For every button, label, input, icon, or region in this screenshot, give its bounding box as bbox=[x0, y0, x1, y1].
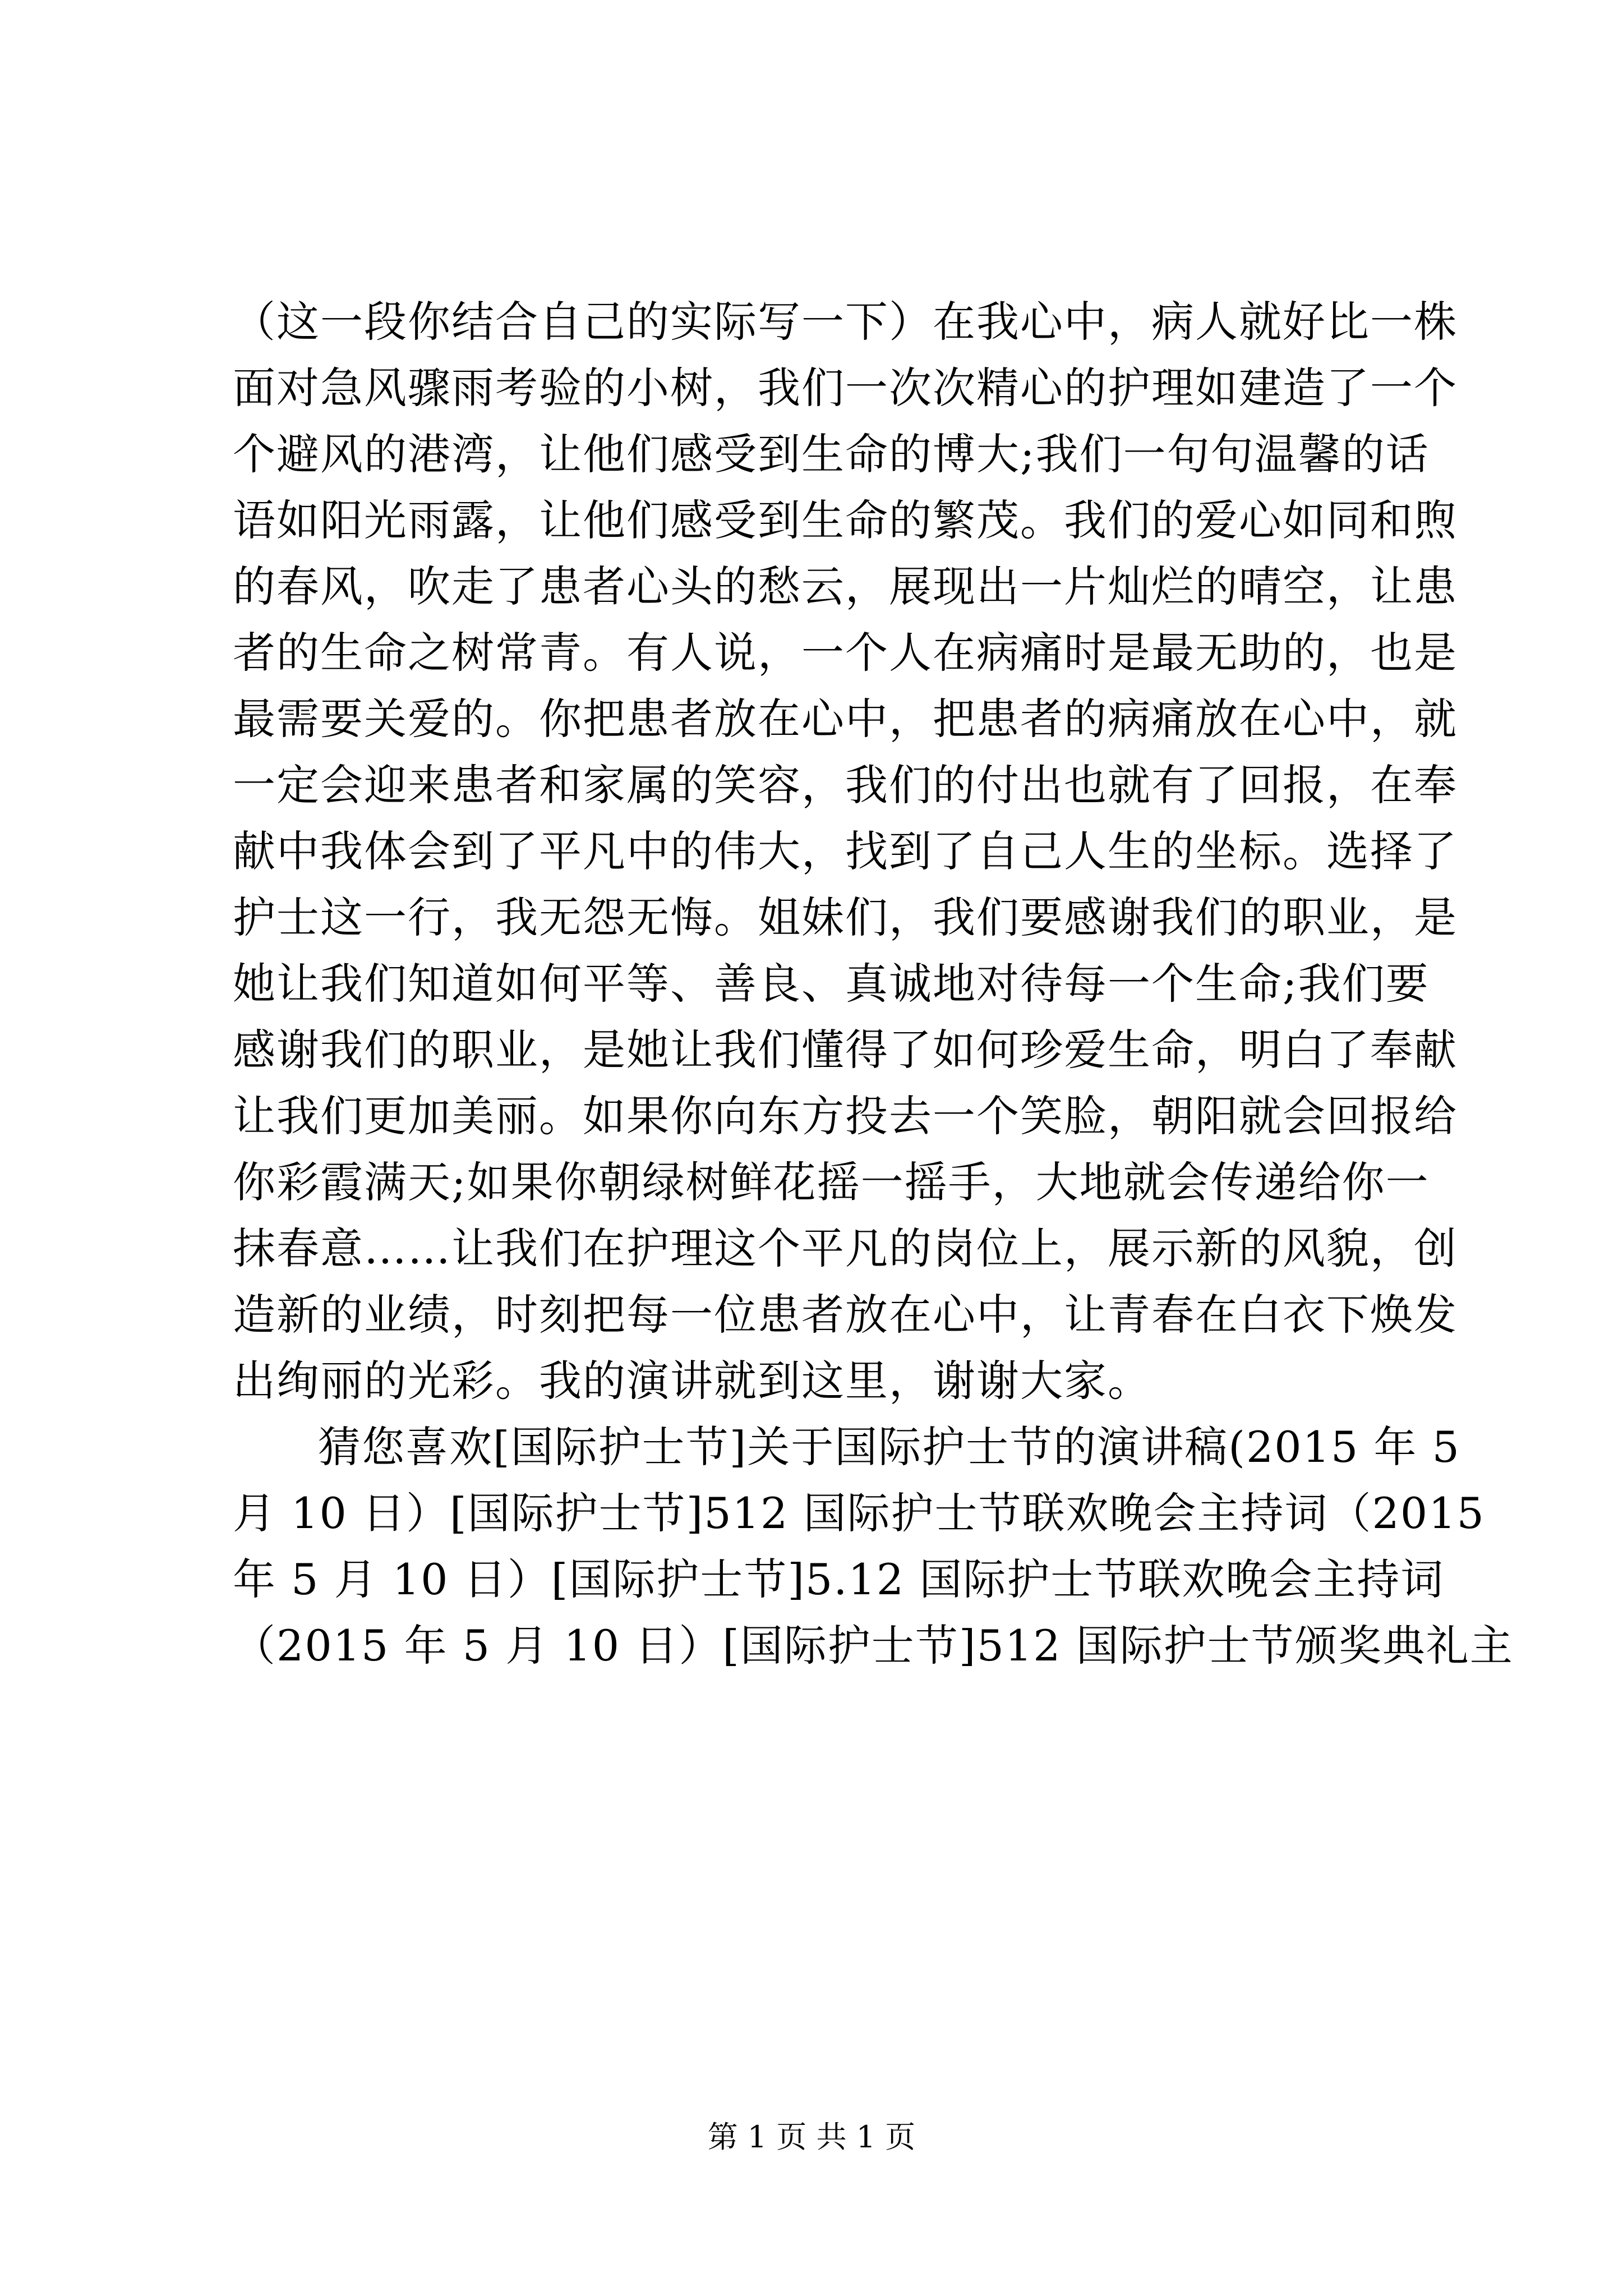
paragraph-2-line-2: 月 10 日）[国际护士节]512 国际护士节联欢晚会主持词（2015 bbox=[233, 1488, 1485, 1538]
paragraph-1-line-14: 你彩霞满天;如果你朝绿树鲜花摇一摇手，大地就会传递给你一 bbox=[233, 1157, 1430, 1207]
paragraph-2-line-3: 年 5 月 10 日）[国际护士节]5.12 国际护士节联欢晚会主持词 bbox=[233, 1554, 1445, 1604]
paragraph-2-line-4: （2015 年 5 月 10 日）[国际护士节]512 国际护士节颁奖典礼主 bbox=[233, 1621, 1514, 1671]
paragraph-1-line-16: 造新的业绩，时刻把每一位患者放在心中，让青春在白衣下焕发 bbox=[233, 1290, 1458, 1340]
paragraph-1-line-8: 一定会迎来患者和家属的笑容，我们的付出也就有了回报，在奉 bbox=[233, 760, 1458, 810]
paragraph-1-line-12: 感谢我们的职业，是她让我们懂得了如何珍爱生命，明白了奉献 bbox=[233, 1025, 1458, 1075]
paragraph-1-line-13: 让我们更加美丽。如果你向东方投去一个笑脸，朝阳就会回报给 bbox=[233, 1091, 1458, 1141]
paragraph-1-line-5: 的春风，吹走了患者心头的愁云，展现出一片灿烂的晴空，让患 bbox=[233, 562, 1458, 611]
paragraph-1-line-3: 个避风的港湾，让他们感受到生命的博大;我们一句句温馨的话 bbox=[233, 429, 1430, 479]
paragraph-1-line-7: 最需要关爱的。你把患者放在心中，把患者的病痛放在心中，就 bbox=[233, 694, 1458, 744]
paragraph-1-line-15: 抹春意……让我们在护理这个平凡的岗位上，展示新的风貌，创 bbox=[233, 1223, 1458, 1273]
paragraph-1-line-4: 语如阳光雨露，让他们感受到生命的繁茂。我们的爱心如同和煦 bbox=[233, 495, 1458, 545]
paragraph-1-line-11: 她让我们知道如何平等、善良、真诚地对待每一个生命;我们要 bbox=[233, 959, 1430, 1009]
paragraph-1-line-9: 献中我体会到了平凡中的伟大，找到了自己人生的坐标。选择了 bbox=[233, 826, 1458, 876]
document-body bbox=[233, 289, 1514, 1679]
paragraph-1-line-17: 出绚丽的光彩。我的演讲就到这里，谢谢大家。 bbox=[233, 1356, 1151, 1406]
paragraph-1-line-2: 面对急风骤雨考验的小树，我们一次次精心的护理如建造了一个 bbox=[233, 363, 1458, 413]
page-footer: 第 1 页 共 1 页 bbox=[707, 2119, 916, 2155]
paragraph-2-line-1: 猜您喜欢[国际护士节]关于国际护士节的演讲稿(2015 年 5 bbox=[318, 1422, 1461, 1472]
paragraph-1-line-1: （这一段你结合自己的实际写一下）在我心中，病人就好比一株 bbox=[233, 297, 1458, 347]
paragraph-1-line-10: 护士这一行，我无怨无悔。姐妹们，我们要感谢我们的职业，是 bbox=[233, 892, 1458, 942]
paragraph-1-line-6: 者的生命之树常青。有人说，一个人在病痛时是最无助的，也是 bbox=[233, 628, 1458, 678]
